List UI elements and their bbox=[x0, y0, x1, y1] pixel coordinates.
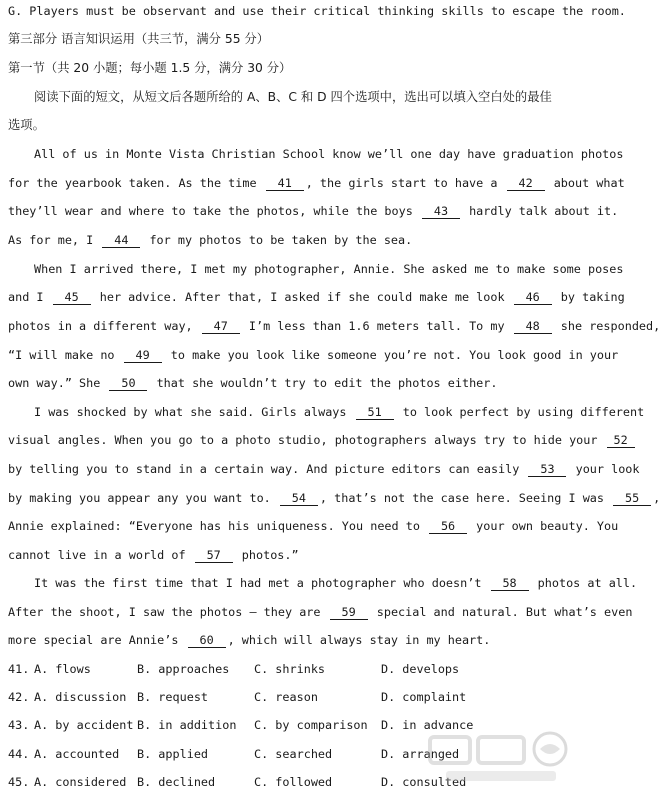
option-c[interactable]: C. shrinks bbox=[254, 662, 326, 676]
p3-text: visual angles. When you go to a photo studio, photographers always try to hide your bbox=[8, 433, 598, 447]
p3-text: Annie explained: “Everyone has his uniqueness. You need to bbox=[8, 519, 420, 533]
option-a[interactable]: A. by accident bbox=[34, 718, 134, 732]
p4-text: special and natural. But what’s even bbox=[376, 605, 633, 619]
blank-42[interactable]: 42 bbox=[507, 177, 545, 191]
p4-text: After the shoot, I saw the photos — they are bbox=[8, 605, 321, 619]
p1-text: All of us in Monte Vista Christian School know we’ll one day have graduation photos bbox=[34, 147, 624, 161]
p2-text: her advice. After that, I asked if she could make me look bbox=[99, 290, 505, 304]
p2-text: she responded, bbox=[560, 319, 660, 333]
p1-text: they’ll wear and where to take the photos, while the boys bbox=[8, 204, 413, 218]
question-number: 42. bbox=[8, 690, 30, 704]
p1-text: about what bbox=[553, 176, 625, 190]
blank-47[interactable]: 47 bbox=[202, 320, 240, 334]
option-b[interactable]: B. request bbox=[137, 690, 209, 704]
p2-line-4 bbox=[8, 347, 619, 363]
subsection-heading: 第一节（共 20 小题；每小题 1.5 分，满分 30 分） bbox=[8, 61, 292, 75]
p2-text: I’m less than 1.6 meters tall. To my bbox=[248, 319, 505, 333]
blank-49[interactable]: 49 bbox=[124, 349, 162, 363]
p3-text: , bbox=[653, 491, 660, 505]
blank-51[interactable]: 51 bbox=[356, 406, 394, 420]
blank-46[interactable]: 46 bbox=[514, 291, 552, 305]
p3-line-6 bbox=[8, 547, 570, 563]
p2-line-3 bbox=[8, 318, 660, 334]
option-c[interactable]: C. followed bbox=[254, 775, 333, 789]
blank-52[interactable]: 52 bbox=[607, 434, 635, 448]
option-d[interactable]: D. develops bbox=[381, 662, 460, 676]
question-number: 45. bbox=[8, 775, 30, 789]
question-number: 43. bbox=[8, 718, 30, 732]
p4-line-2 bbox=[8, 604, 633, 620]
blank-45[interactable]: 45 bbox=[53, 291, 91, 305]
option-b[interactable]: B. applied bbox=[137, 747, 209, 761]
p3-text: I was shocked by what she said. Girls always bbox=[34, 405, 347, 419]
p4-line-1 bbox=[34, 575, 638, 591]
p1-text: As for me, I bbox=[8, 233, 94, 247]
option-g-line: G. Players must be observant and use their critical thinking skills to escape the room. bbox=[8, 4, 626, 18]
p2-line-2 bbox=[8, 289, 625, 305]
p2-text: When I arrived there, I met my photographer, Annie. She asked me to make some poses bbox=[34, 262, 624, 276]
blank-55[interactable]: 55 bbox=[613, 492, 651, 506]
blank-41[interactable]: 41 bbox=[266, 177, 304, 191]
p1-text: hardly talk about it. bbox=[469, 204, 619, 218]
instruction-line-end: 选项。 bbox=[8, 118, 45, 132]
option-d[interactable]: D. in advance bbox=[381, 718, 474, 732]
blank-57[interactable]: 57 bbox=[195, 549, 233, 563]
p1-text: for the yearbook taken. As the time bbox=[8, 176, 257, 190]
blank-54[interactable]: 54 bbox=[280, 492, 318, 506]
option-a[interactable]: A. considered bbox=[34, 775, 127, 789]
p2-text: that she wouldn’t try to edit the photos either. bbox=[156, 376, 498, 390]
question-number: 41. bbox=[8, 662, 30, 676]
option-d[interactable]: D. complaint bbox=[381, 690, 467, 704]
p2-text: to make you look like someone you’re not. You look good in your bbox=[170, 348, 619, 362]
p2-text: and I bbox=[8, 290, 44, 304]
blank-53[interactable]: 53 bbox=[528, 463, 566, 477]
blank-43[interactable]: 43 bbox=[422, 205, 460, 219]
p2-line-1 bbox=[34, 261, 624, 277]
instruction-line: 阅读下面的短文，从短文后各题所给的 A、B、C 和 D 四个选项中，选出可以填入空白处的最佳 bbox=[34, 90, 552, 104]
p2-text: “I will make no bbox=[8, 348, 115, 362]
p4-text: photos at all. bbox=[537, 576, 638, 590]
p1-line-4 bbox=[8, 232, 570, 248]
option-c[interactable]: C. searched bbox=[254, 747, 333, 761]
option-b[interactable]: B. in addition bbox=[137, 718, 237, 732]
option-a[interactable]: A. accounted bbox=[34, 747, 120, 761]
option-d[interactable]: D. consulted bbox=[381, 775, 467, 789]
p3-line-4 bbox=[8, 490, 660, 506]
p1-text: , the girls start to have a bbox=[305, 176, 498, 190]
blank-50[interactable]: 50 bbox=[109, 377, 147, 391]
p2-text: by taking bbox=[560, 290, 625, 304]
p1-line-3 bbox=[8, 203, 619, 219]
p1-text: for my photos to be taken by the sea. bbox=[149, 233, 413, 247]
p1-line-2 bbox=[8, 175, 625, 191]
p1-line-1 bbox=[34, 146, 624, 162]
p4-line-3 bbox=[8, 632, 570, 648]
blank-56[interactable]: 56 bbox=[429, 520, 467, 534]
option-a[interactable]: A. flows bbox=[34, 662, 91, 676]
question-number: 44. bbox=[8, 747, 30, 761]
p4-text: more special are Annie’s bbox=[8, 633, 179, 647]
option-d[interactable]: D. arranged bbox=[381, 747, 460, 761]
p3-line-3 bbox=[8, 461, 640, 477]
option-c[interactable]: C. reason bbox=[254, 690, 318, 704]
option-a[interactable]: A. discussion bbox=[34, 690, 127, 704]
blank-58[interactable]: 58 bbox=[491, 577, 529, 591]
option-b[interactable]: B. declined bbox=[137, 775, 216, 789]
blank-44[interactable]: 44 bbox=[102, 234, 140, 248]
blank-48[interactable]: 48 bbox=[514, 320, 552, 334]
p2-line-5 bbox=[8, 375, 570, 391]
p2-text: photos in a different way, bbox=[8, 319, 193, 333]
p3-text: , that’s not the case here. Seeing I was bbox=[319, 491, 604, 505]
p3-line-2 bbox=[8, 432, 628, 448]
p3-text: photos.” bbox=[241, 548, 299, 562]
p3-text: to look perfect by using different bbox=[402, 405, 645, 419]
p4-text: , which will always stay in my heart. bbox=[227, 633, 491, 647]
option-b[interactable]: B. approaches bbox=[137, 662, 230, 676]
blank-59[interactable]: 59 bbox=[330, 606, 368, 620]
p3-line-1 bbox=[34, 404, 645, 420]
p2-text: own way.” She bbox=[8, 376, 101, 390]
option-c[interactable]: C. by comparison bbox=[254, 718, 368, 732]
p3-text: cannot live in a world of bbox=[8, 548, 186, 562]
section-heading: 第三部分 语言知识运用（共三节，满分 55 分） bbox=[8, 32, 270, 46]
p3-text: your own beauty. You bbox=[476, 519, 619, 533]
watermark-logo bbox=[422, 727, 572, 787]
p3-line-5 bbox=[8, 518, 619, 534]
blank-60[interactable]: 60 bbox=[188, 634, 226, 648]
p3-text: by making you appear any you want to. bbox=[8, 491, 271, 505]
p3-text: your look bbox=[575, 462, 640, 476]
p3-text: by telling you to stand in a certain way. And picture editors can easily bbox=[8, 462, 520, 476]
p4-text: It was the first time that I had met a photographer who doesn’t bbox=[34, 576, 482, 590]
